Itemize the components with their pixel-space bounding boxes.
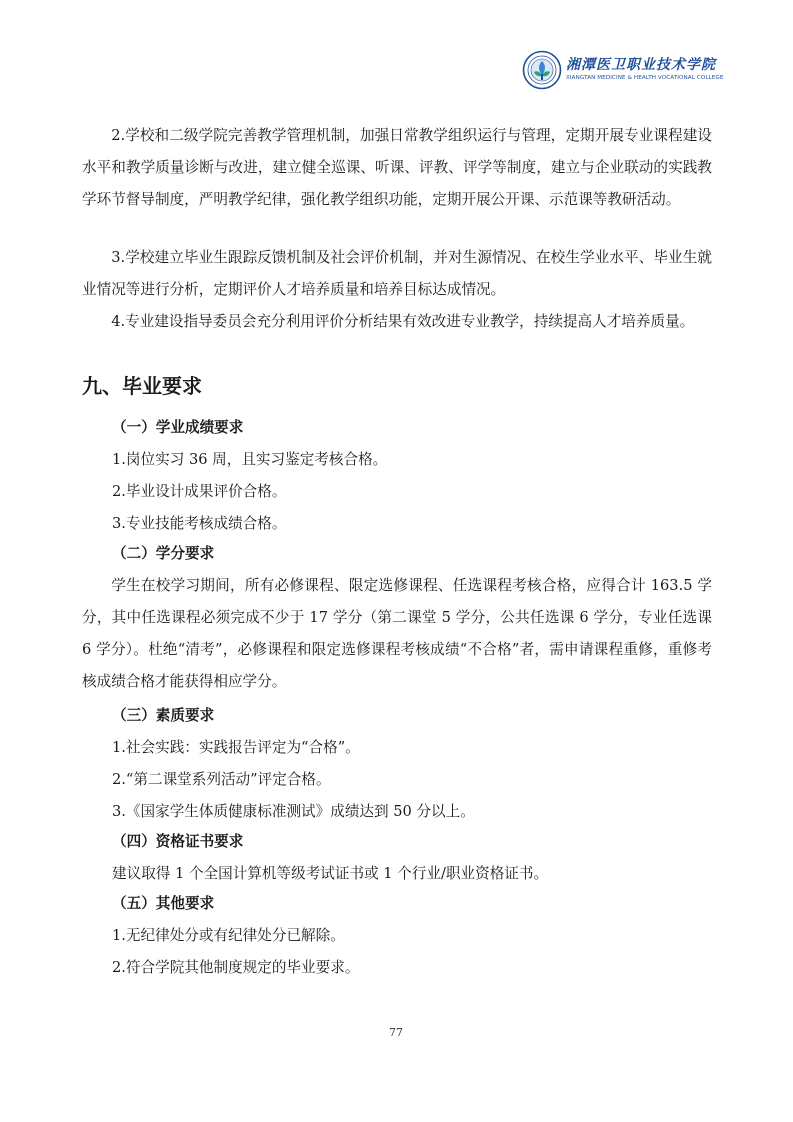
credits-paragraph: 学生在校学习期间，所有必修课程、限定选修课程、任选课程考核合格，应得合计 163.5 学分，其中任选课程必须完成不少于 17 学分（第二课堂 5 学分，公共任选课 6 学分，专业任选课 6 学分）。杜绝“清考”，必修课程和限定选修课程考核成绩“不合格”者，需申请课程重修，重修考核成绩合格才能获得相应学分。 <box>82 577 712 690</box>
other-heading: （五）其他要求 <box>112 895 215 912</box>
school-header-logo <box>522 46 724 92</box>
certificate-text: 建议取得 1 个全国计算机等级考试证书或 1 个行业/职业资格证书。 <box>112 865 549 882</box>
certificate-heading: （四）资格证书要求 <box>112 833 244 850</box>
quality-item: 2.“第二课堂系列活动”评定合格。 <box>112 771 331 788</box>
school-emblem-icon <box>522 50 562 90</box>
credits-heading: （二）学分要求 <box>112 545 215 562</box>
quality-paragraph-4: 4.专业建设指导委员会充分利用评价分析结果有效改进专业教学，持续提高人才培养质量。 <box>111 313 695 330</box>
section-title: 九、毕业要求 <box>82 374 202 398</box>
academic-item: 1.岗位实习 36 周，且实习鉴定考核合格。 <box>112 451 388 468</box>
academic-item: 2.毕业设计成果评价合格。 <box>112 483 287 500</box>
quality-paragraph-2: 2.学校和二级学院完善教学管理机制，加强日常教学组织运行与管理，定期开展专业课程建设水平和教学质量诊断与改进，建立健全巡课、听课、评教、评学等制度，建立与企业联动的实践教学环节督导制度，严明教学纪律，强化教学组织功能，定期开展公开课、示范课等教研活动。 <box>82 127 712 208</box>
quality-item: 1.社会实践：实践报告评定为“合格”。 <box>112 739 360 756</box>
quality-heading: （三）素质要求 <box>112 707 215 724</box>
page-number: 77 <box>389 1026 403 1039</box>
academic-item: 3.专业技能考核成绩合格。 <box>112 515 287 532</box>
quality-item: 3.《国家学生体质健康标准测试》成绩达到 50 分以上。 <box>112 803 475 820</box>
quality-paragraph-3: 3.学校建立毕业生跟踪反馈机制及社会评价机制，并对生源情况、在校生学业水平、毕业生就业情况等进行分析，定期评价人才培养质量和培养目标达成情况。 <box>82 249 712 298</box>
other-item: 2.符合学院其他制度规定的毕业要求。 <box>112 959 360 976</box>
school-name-cn: 湘潭医卫职业技术学院 <box>566 57 716 73</box>
academic-heading: （一）学业成绩要求 <box>112 419 244 436</box>
school-name-en: XIANGTAN MEDICINE & HEALTH VOCATIONAL COLLEGE <box>566 75 724 81</box>
other-item: 1.无纪律处分或有纪律处分已解除。 <box>112 927 345 944</box>
